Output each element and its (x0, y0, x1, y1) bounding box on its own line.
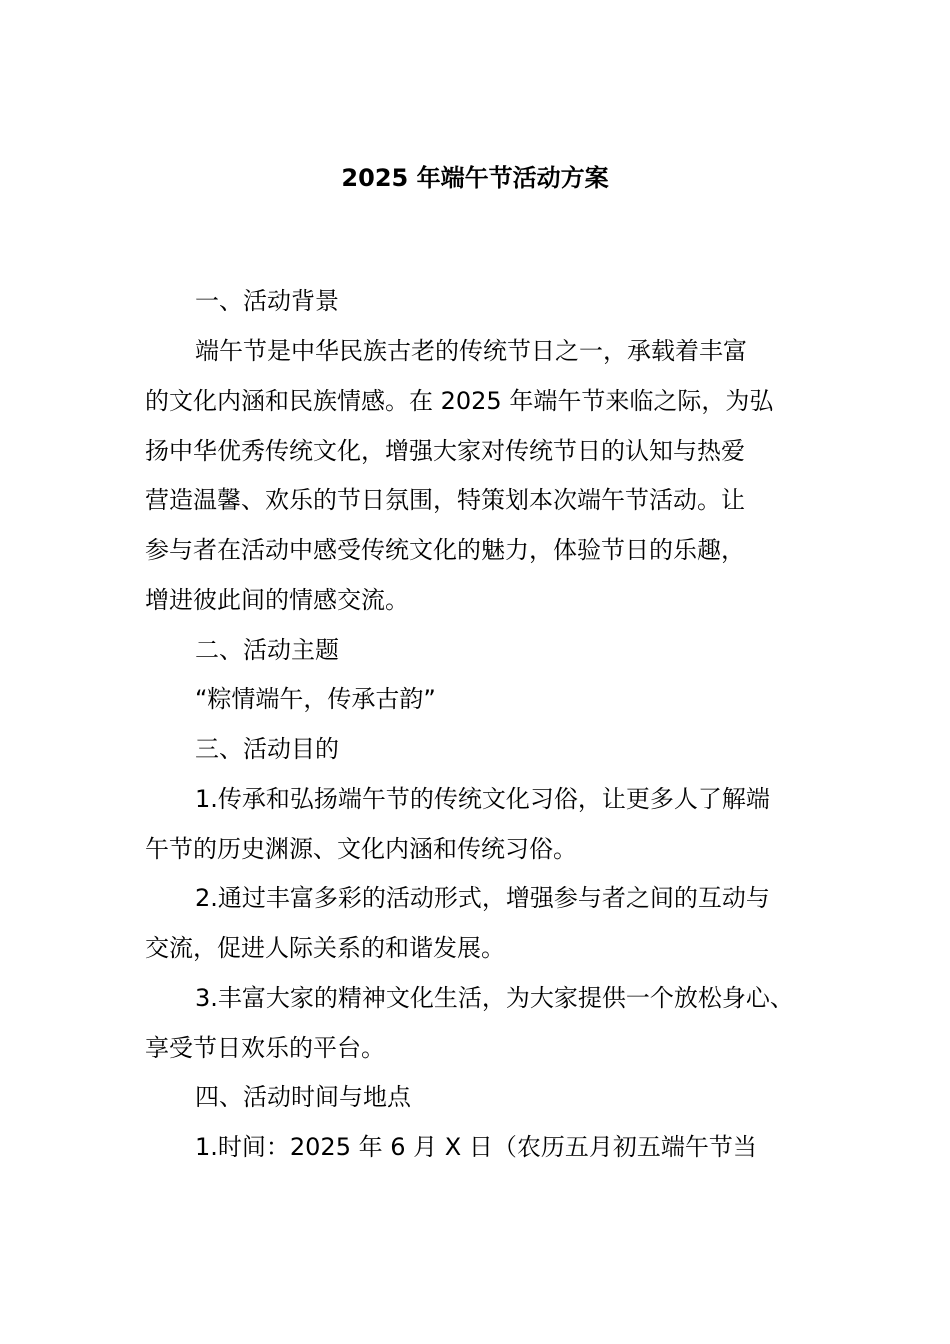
paragraph-line: 营造温馨、欢乐的节日氛围，特策划本次端午节活动。让 (145, 486, 745, 514)
paragraph-line: 1.时间：2025 年 6 月 X 日（农历五月初五端午节当 (195, 1133, 757, 1161)
paragraph-line: 扬中华优秀传统文化，增强大家对传统节日的认知与热爱 (145, 437, 745, 465)
paragraph-line: 交流，促进人际关系的和谐发展。 (145, 934, 505, 962)
heading-background: 一、活动背景 (195, 287, 339, 315)
paragraph-line: 的文化内涵和民族情感。在 2025 年端午节来临之际，为弘 (145, 387, 774, 415)
paragraph-line: 端午节是中华民族古老的传统节日之一，承载着丰富 (195, 337, 747, 365)
heading-theme: 二、活动主题 (195, 636, 339, 664)
paragraph-line: 增进彼此间的情感交流。 (145, 586, 409, 614)
document-title: 2025 年端午节活动方案 (341, 164, 609, 192)
paragraph-line: 享受节日欢乐的平台。 (145, 1034, 385, 1062)
paragraph-line: 参与者在活动中感受传统文化的魅力，体验节日的乐趣， (145, 536, 745, 564)
heading-purpose: 三、活动目的 (195, 735, 339, 763)
paragraph-line: 3.丰富大家的精神文化生活，为大家提供一个放松身心、 (195, 984, 794, 1012)
paragraph-line: 1.传承和弘扬端午节的传统文化习俗，让更多人了解端 (195, 785, 770, 813)
theme-slogan: “粽情端午，传承古韵” (195, 685, 436, 713)
paragraph-line: 2.通过丰富多彩的活动形式，增强参与者之间的互动与 (195, 884, 770, 912)
heading-time-place: 四、活动时间与地点 (195, 1083, 411, 1111)
paragraph-line: 午节的历史渊源、文化内涵和传统习俗。 (145, 835, 577, 863)
